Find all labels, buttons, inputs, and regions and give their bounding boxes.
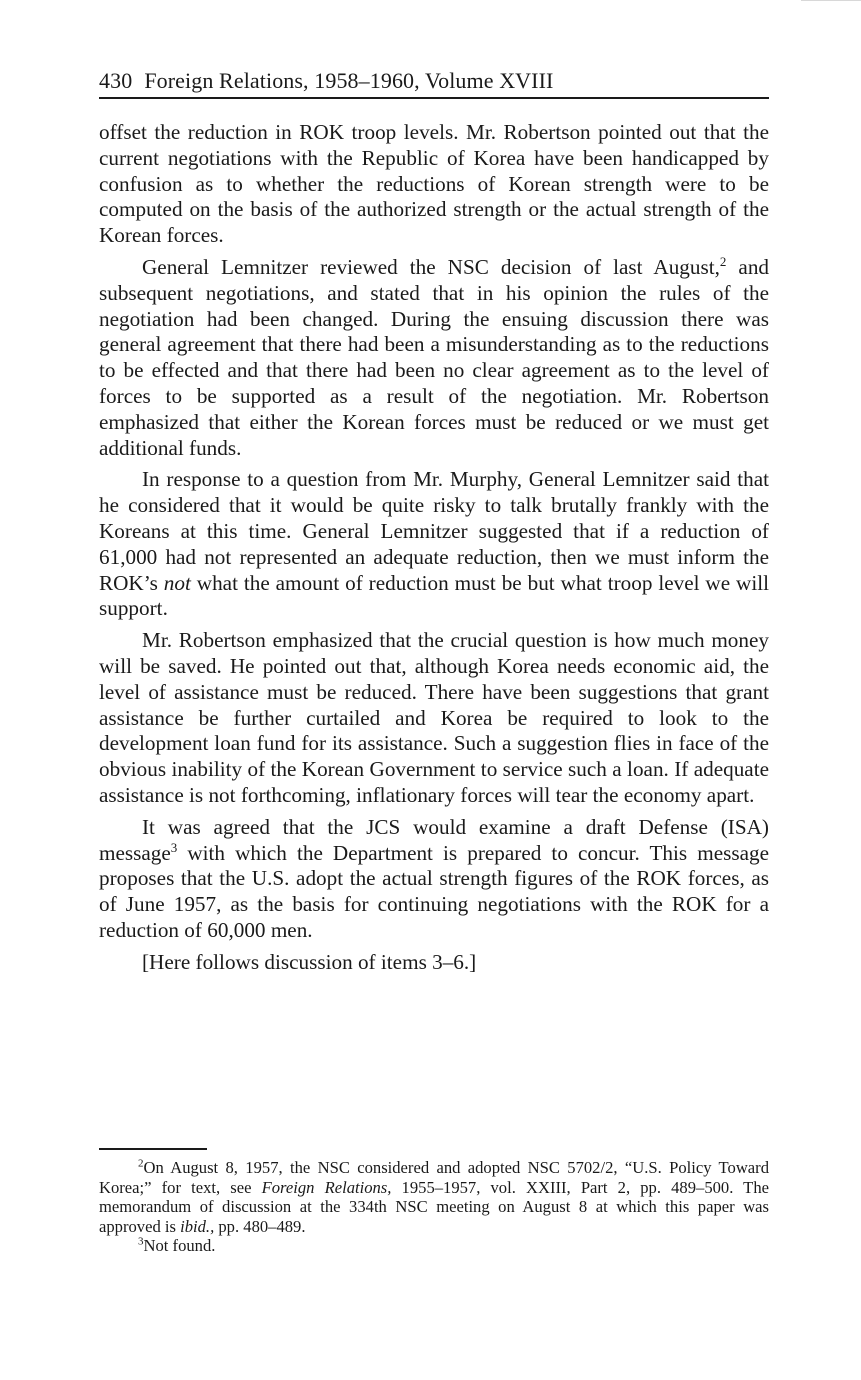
- footnote-3: [99, 1236, 769, 1256]
- footnotes: [99, 1158, 769, 1256]
- running-title: Foreign Relations, 1958–1960, Volume XVIII: [144, 68, 554, 93]
- footnote-2-text-a: On August 8, 1957, the NSC considered and adopted NSC 5702/2, “U.S. Policy Toward Korea;” for text, see: [99, 1158, 769, 1197]
- paragraph-2-text-a: General Lemnitzer reviewed the NSC decision of last August,: [142, 254, 720, 279]
- footnote-rule: [99, 1148, 207, 1150]
- footnote-ref-2: 2: [719, 253, 727, 269]
- paragraph-3-text-a: In response to a question from Mr. Murphy, General Lemnitzer said that he considered that it would be quite risky to talk brutally frankly with the Koreans at this time. General Lemnitzer suggested that if a reduction of 61,000 had not represented an adequate reduction, then we must inform the ROK’s: [99, 467, 769, 595]
- paragraph-2: [99, 255, 769, 461]
- footnote-2: [99, 1158, 769, 1236]
- paragraph-3: [99, 467, 769, 622]
- footnote-2-emphasis-a: Foreign Relations,: [261, 1177, 392, 1197]
- paragraph-5-text-a: It was agreed that the JCS would examine a draft Defense (ISA) message: [99, 814, 769, 865]
- paragraph-4: Mr. Robertson emphasized that the crucial question is how much money will be saved. He pointed out that, although Korea needs economic aid, the level of assistance must be reduced. There have been suggestions that grant assistance be further curtailed and Korea be required to look to the development loan fund for its assistance. Such a suggestion flies in face of the obvious inability of the Korean Government to service such a loan. If adequate assistance is not forthcoming, inflationary forces will tear the economy apart.: [99, 628, 769, 807]
- paragraph-1: offset the reduction in ROK troop levels. Mr. Robertson pointed out that the current negotiations with the Republic of Korea have been handicapped by confusion as to whether the reductions of Korean strength were to be computed on the basis of the authorized strength or the actual strength of the Korean forces.: [99, 120, 769, 248]
- paragraph-5: [99, 815, 769, 944]
- page-number: 430: [99, 68, 133, 93]
- paragraph-5-text-b: with which the Department is prepared to concur. This message proposes that the U.S. adopt the actual strength figures of the ROK forces, as of June 1957, as the basis for continuing negotiations with the ROK for a reduction of 60,000 men.: [99, 840, 769, 942]
- page-edge-line: [801, 0, 861, 1]
- footnote-2-text-b: 1955–1957, vol. XXIII, Part 2, pp. 489–500. The memorandum of discussion at the 334th NSC meeting on August 8 at which this paper was approved is: [99, 1177, 769, 1236]
- footnote-3-text: Not found.: [143, 1236, 216, 1255]
- paragraph-6: [Here follows discussion of items 3–6.]: [142, 949, 477, 974]
- paragraph-2-text-b: and subsequent negotiations, and stated that in his opinion the rules of the negotiation had been changed. During the ensuing discussion there was general agreement that there had been a misunderstanding as to the reductions to be effected and that there had been no clear agreement as to the level of forces to be supported as a result of the negotiation. Mr. Robertson emphasized that either the Korean forces must be reduced or we must get additional funds.: [99, 254, 770, 460]
- paragraph-3-emphasis: not: [163, 570, 191, 595]
- footnote-2-text-c: pp. 480–489.: [214, 1216, 306, 1236]
- footnote-2-mark: 2: [138, 1157, 144, 1170]
- footnote-ref-3: 3: [170, 839, 178, 855]
- header-rule: [99, 97, 769, 99]
- paragraph-3-text-b: what the amount of reduction must be but what troop level we will support.: [99, 570, 769, 621]
- footnote-2-emphasis-b: ibid.,: [180, 1216, 215, 1236]
- running-header: [99, 66, 769, 98]
- body-text: [99, 120, 769, 982]
- footnote-3-mark: 3: [138, 1235, 144, 1248]
